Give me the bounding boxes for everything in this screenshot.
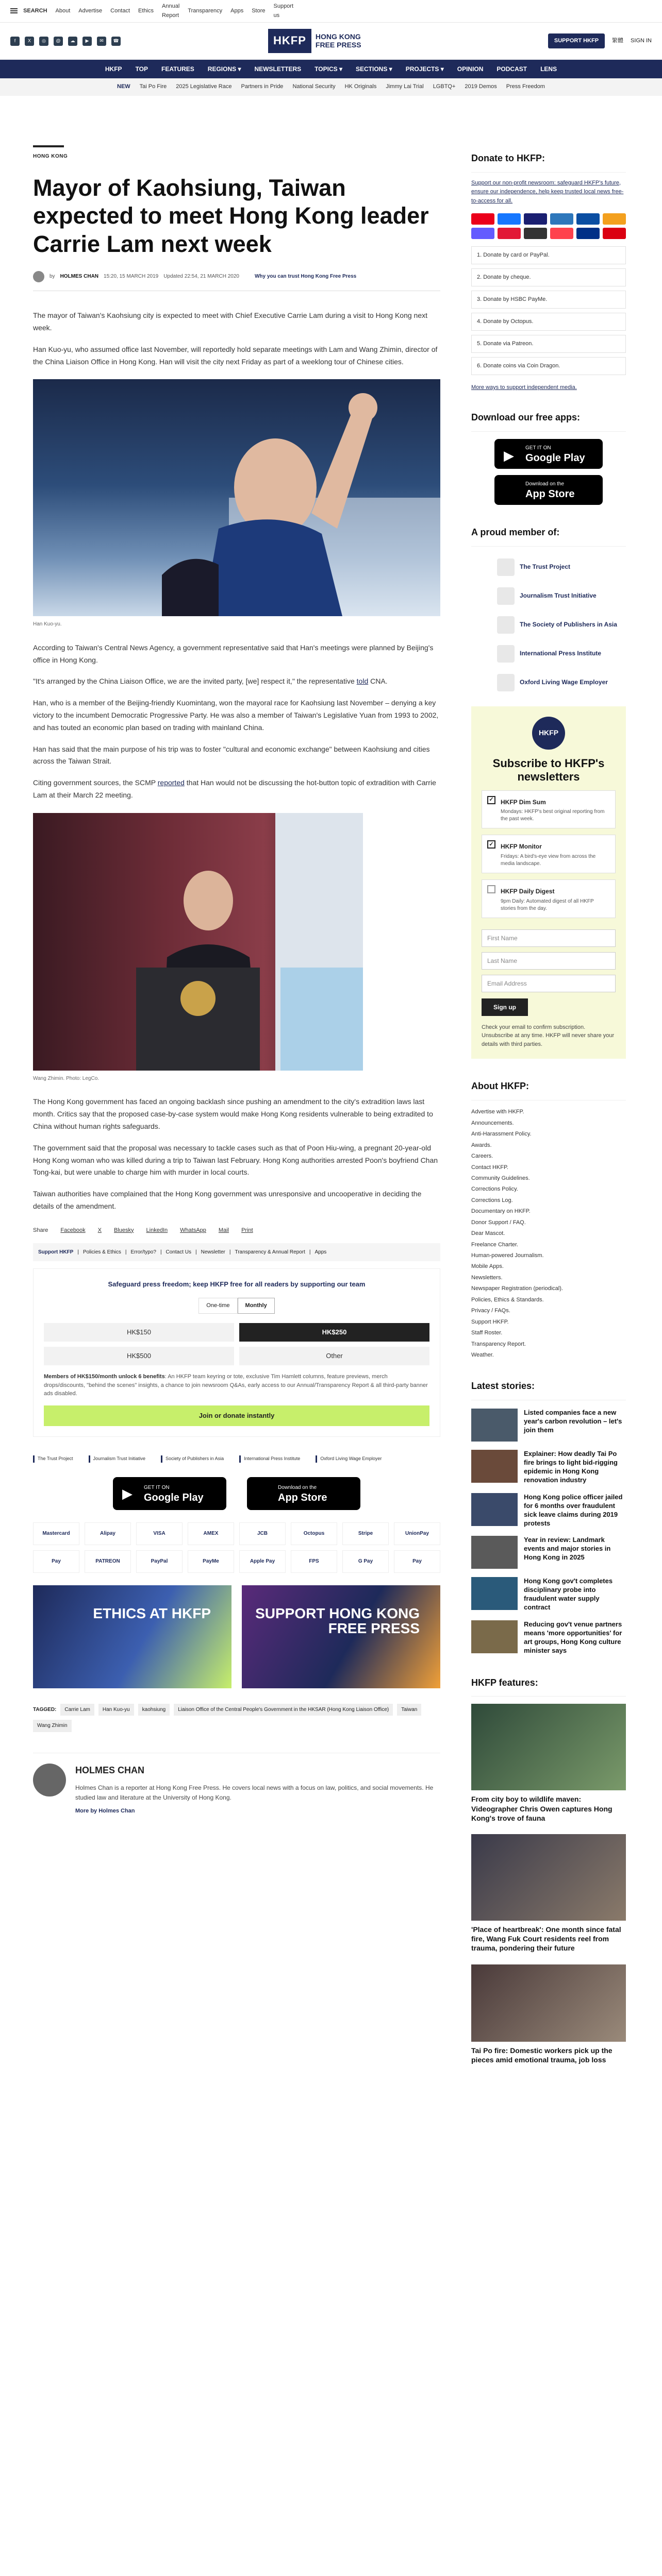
living-wage-icon bbox=[497, 674, 515, 691]
nav-item[interactable]: FEATURES bbox=[161, 65, 194, 73]
about-link[interactable]: Human-powered Journalism. bbox=[471, 1252, 544, 1259]
feature-story[interactable]: 'Place of heartbreak': One month since fatal fire, Wang Fuk Court residents reel from trauma, pondering their future bbox=[471, 1834, 626, 1953]
nav-item[interactable]: PROJECTS ▾ bbox=[405, 65, 444, 73]
payment-logo: JCB bbox=[239, 1522, 286, 1545]
about-link[interactable]: Newsletters. bbox=[471, 1274, 503, 1281]
footer-link[interactable]: Error/typo? bbox=[130, 1249, 156, 1255]
top-link[interactable]: Advertise bbox=[78, 7, 103, 14]
paragraph: According to Taiwan's Central News Agency, a government representative said that Han's meetings were planned by Beijing's office in Hong Kong. bbox=[33, 643, 434, 664]
latest-story[interactable]: Listed companies face a new year's carbon revolution – let's join them bbox=[471, 1409, 626, 1442]
author-box bbox=[33, 1753, 440, 1816]
tag[interactable]: Carrie Lam bbox=[60, 1704, 94, 1716]
payment-logo: Pay bbox=[394, 1550, 440, 1573]
new-label: NEW bbox=[117, 83, 130, 90]
newsletter-option[interactable]: ✓ HKFP Dim Sum Mondays: HKFP's best original reporting from the past week. bbox=[482, 790, 616, 829]
about-link[interactable]: Transparency Report. bbox=[471, 1341, 526, 1347]
tag[interactable]: Taiwan bbox=[397, 1704, 421, 1716]
subnav-item[interactable]: LGBTQ+ bbox=[433, 83, 456, 90]
checkbox[interactable]: ✓ bbox=[487, 796, 495, 804]
apple-icon bbox=[504, 483, 519, 500]
more-by-author[interactable]: More by Holmes Chan bbox=[75, 1808, 135, 1815]
app-store-button[interactable]: Download on the App Store bbox=[247, 1477, 360, 1510]
payment-logo: PATREON bbox=[85, 1550, 131, 1573]
features-widget: HKFP features: From city boy to wildlife maven: Videographer Chris Owen captures Hong Kong's trove of fauna 'Place of heartbreak': One month since fatal fire, Wang Fuk Court residents reel from trauma, pondering their future Tai Po fire: Domestic workers pick up the pieces amid emotional trauma, job loss bbox=[471, 1676, 626, 2064]
promo-banners bbox=[33, 1585, 440, 1688]
language-toggle[interactable]: 繁體 bbox=[612, 37, 624, 44]
tag[interactable]: Han Kuo-yu bbox=[98, 1704, 134, 1716]
latest-story[interactable]: Hong Kong police officer jailed for 6 months over fraudulent sick leave claims during 2019 protests bbox=[471, 1493, 626, 1528]
amount-option[interactable]: Other bbox=[239, 1347, 429, 1365]
donate-widget bbox=[471, 151, 626, 392]
first-name-input[interactable]: First Name bbox=[482, 929, 616, 947]
paragraph: Taiwan authorities have complained that the Hong Kong government was unresponsive and uncooperative in deciding the details of the amendment. bbox=[33, 1190, 422, 1210]
logo-text: HONG KONG FREE PRESS bbox=[315, 32, 361, 49]
app-store-buttons bbox=[33, 1477, 440, 1510]
subnav-item[interactable]: Tai Po Fire bbox=[139, 83, 167, 90]
octopus-icon bbox=[603, 213, 626, 225]
trust-project-icon bbox=[497, 558, 515, 576]
footer-link[interactable]: Support HKFP bbox=[38, 1249, 74, 1255]
top-bar bbox=[0, 0, 662, 23]
story-thumbnail bbox=[471, 1577, 518, 1610]
latest-story[interactable]: Year in review: Landmark events and major stories in Hong Kong in 2025 bbox=[471, 1536, 626, 1569]
payment-logo: Pay bbox=[33, 1550, 79, 1573]
payment-logo: Alipay bbox=[85, 1522, 131, 1545]
paragraph: Citing government sources, the SCMP reported that Han would not be discussing the hot-button topic of extradition with Carrie Lam at their March 22 meeting. bbox=[33, 778, 436, 800]
share-bluesky[interactable]: Bluesky bbox=[114, 1227, 134, 1233]
member-item[interactable]: International Press Institute bbox=[497, 639, 626, 668]
payment-logo: Stripe bbox=[342, 1522, 389, 1545]
story-thumbnail bbox=[471, 1493, 518, 1526]
feature-image bbox=[471, 1704, 626, 1790]
cna-link[interactable]: told bbox=[356, 677, 369, 686]
about-link[interactable]: Careers. bbox=[471, 1153, 493, 1160]
share-x[interactable]: X bbox=[97, 1227, 102, 1233]
frequency-toggle bbox=[44, 1298, 429, 1314]
ethics-banner[interactable]: ETHICS AT HKFP bbox=[33, 1585, 231, 1688]
nav-item[interactable]: REGIONS ▾ bbox=[207, 65, 241, 73]
about-link[interactable]: Announcements. bbox=[471, 1120, 514, 1126]
donate-option[interactable]: 4. Donate by Octopus. bbox=[471, 313, 626, 331]
about-widget: About HKFP: Advertise with HKFP. Announcements. Anti-Harassment Policy. Awards. Careers. Contact HKFP. Community Guidelines. Corrections Policy. Corrections Log. Documentary on HKFP. Donor Support / FAQ. Dear Mascot. Freelance Charter. Human-powered Journalism. Mobile Apps. Newsletters. Newspaper Registration (periodical). Policies, Ethics & Standards. Privacy / FAQs. Support HKFP. Staff Roster. Transparency Report. Weather. bbox=[471, 1079, 626, 1361]
pay-icon bbox=[524, 228, 547, 239]
header-tools bbox=[548, 33, 652, 48]
author-box-name[interactable]: HOLMES CHAN bbox=[75, 1765, 144, 1775]
payment-logos bbox=[33, 1522, 440, 1573]
about-link[interactable]: Staff Roster. bbox=[471, 1330, 503, 1336]
share-print[interactable]: Print bbox=[241, 1227, 253, 1233]
stripe-icon bbox=[471, 228, 494, 239]
brand-row bbox=[0, 23, 662, 60]
social-icons bbox=[10, 37, 227, 46]
subnav-item[interactable]: Jimmy Lai Trial bbox=[386, 83, 424, 90]
about-link[interactable]: Corrections Log. bbox=[471, 1197, 513, 1204]
publish-date: 15:20, 15 MARCH 2019 bbox=[104, 274, 159, 280]
confirm-note: Check your email to confirm subscription. Unsubscribe at any time. HKFP will never share your details with third parties. bbox=[482, 1024, 615, 1047]
top-link[interactable]: Ethics bbox=[138, 7, 154, 14]
top-link[interactable]: Store bbox=[252, 7, 266, 14]
about-link[interactable]: Anti-Harassment Policy. bbox=[471, 1131, 532, 1138]
member-item[interactable]: The Trust Project bbox=[497, 553, 626, 582]
about-link[interactable]: Policies, Ethics & Standards. bbox=[471, 1296, 544, 1303]
top-link[interactable]: Contact bbox=[110, 7, 130, 14]
google-play-icon: ▶ bbox=[504, 447, 514, 463]
about-link[interactable]: Contact HKFP. bbox=[471, 1164, 508, 1171]
newsletter-option[interactable]: ✓ HKFP Monitor Fridays: A bird's-eye view from across the media landscape. bbox=[482, 835, 616, 873]
donate-option[interactable]: 3. Donate by HSBC PayMe. bbox=[471, 291, 626, 309]
youtube-icon[interactable]: ▶ bbox=[82, 37, 92, 46]
subnav-item[interactable]: National Security bbox=[292, 83, 336, 90]
about-link[interactable]: Support HKFP. bbox=[471, 1318, 509, 1325]
nav-item[interactable]: HKFP bbox=[105, 65, 122, 73]
member-logo[interactable]: International Press Institute bbox=[239, 1455, 300, 1463]
top-links bbox=[10, 2, 294, 20]
author-name[interactable]: HOLMES CHAN bbox=[60, 274, 99, 280]
member-logo[interactable]: Oxford Living Wage Employer bbox=[316, 1455, 382, 1463]
about-links bbox=[471, 1107, 626, 1361]
x-icon[interactable]: X bbox=[25, 37, 34, 46]
mastercard-icon bbox=[471, 213, 494, 225]
nav-item[interactable]: TOP bbox=[135, 65, 148, 73]
donate-option[interactable]: 1. Donate by card or PayPal. bbox=[471, 246, 626, 264]
onetime-tab[interactable]: One-time bbox=[198, 1298, 237, 1314]
member-benefits: Members of HK$150/month unlock 6 benefits: An HKFP team keyring or tote, exclusive Tim Hamlett columns, feature previews, merch drops/discounts, "behind the scenes" insights, a chance to join newsroom Q&As, early access to our Annual/Transparency Report & all third-party banner ads disabled. bbox=[44, 1374, 428, 1397]
subnav-item[interactable]: 2025 Legislative Race bbox=[176, 83, 232, 90]
paragraph: Han has said that the main purpose of his trip was to foster "cultural and economic exchange" between Kaohsiung and cities across the Taiwan Strait. bbox=[33, 744, 430, 766]
member-logo[interactable]: Society of Publishers in Asia bbox=[161, 1455, 224, 1463]
top-link[interactable]: Support us bbox=[273, 3, 294, 19]
tag[interactable]: Liaison Office of the Central People's Government in the HKSAR (Hong Kong Liaison Office) bbox=[174, 1704, 393, 1716]
payment-logo: Apple Pay bbox=[239, 1550, 286, 1573]
main-nav bbox=[0, 60, 662, 78]
visa-icon bbox=[524, 213, 547, 225]
sidebar bbox=[471, 96, 626, 2064]
paragraph: Han, who is a member of the Beijing-friendly Kuomintang, won the mayoral race for Kaohsiung last November – denying a key victory to the incumbent Democratic Progressive Party. He was also a member of Taiwan's Legislative Yuan from 1993 to 2002, and has touted an economic plan based on trading with mainland China. bbox=[33, 699, 439, 732]
newsletter-title: Subscribe to HKFP's newsletters bbox=[492, 756, 605, 784]
article-footer-links: Support HKFP | Policies & Ethics | Error/typo? | Contact Us | Newsletter | Transparency & Annual Report | Apps bbox=[33, 1243, 440, 1262]
paragraph: The mayor of Taiwan's Kaohsiung city is expected to meet with Chief Executive Carrie Lam during a visit to Hong Kong next week. bbox=[33, 311, 428, 332]
amount-option[interactable]: HK$150 bbox=[44, 1323, 234, 1342]
top-link[interactable]: About bbox=[55, 7, 71, 14]
apple-icon bbox=[256, 1485, 272, 1502]
payment-logo: G Pay bbox=[342, 1550, 389, 1573]
about-link[interactable]: Awards. bbox=[471, 1142, 492, 1148]
member-item[interactable]: Journalism Trust Initiative bbox=[497, 582, 626, 611]
article-photo-han[interactable] bbox=[33, 379, 440, 616]
tag[interactable]: Wang Zhimin bbox=[33, 1720, 72, 1732]
latest-story[interactable]: Hong Kong gov't completes disciplinary probe into fraudulent water supply contract bbox=[471, 1577, 626, 1612]
member-logo[interactable]: The Trust Project bbox=[33, 1455, 73, 1463]
feature-image bbox=[471, 1834, 626, 1921]
donation-box bbox=[33, 1268, 440, 1437]
feature-story[interactable]: Tai Po fire: Domestic workers pick up the pieces amid emotional trauma, job loss bbox=[471, 1964, 626, 2064]
email-input[interactable]: Email Address bbox=[482, 975, 616, 992]
logo-box: HKFP bbox=[268, 29, 311, 53]
unionpay-icon bbox=[498, 228, 521, 239]
photo-caption: Wang Zhimin. Photo: LegCo. bbox=[33, 1075, 100, 1081]
trust-link[interactable]: Why you can trust Hong Kong Free Press bbox=[254, 274, 357, 280]
author-bio: Holmes Chan is a reporter at Hong Kong Free Press. He covers local news with a focus on law, politics, and social movements. He studied law and literature at the University of Hong Kong. bbox=[75, 1784, 434, 1801]
paragraph: Han Kuo-yu, who assumed office last November, will reportedly hold separate meetings with Lam and Wang Zhimin, director of the China Liaison Office in Hong Kong. Han will visit the city next Friday as part of a weeklong tour of Chinese cities. bbox=[33, 345, 438, 366]
about-link[interactable]: Donor Support / FAQ. bbox=[471, 1219, 526, 1226]
share-label: Share bbox=[33, 1227, 48, 1233]
email-icon[interactable]: ✉ bbox=[97, 37, 106, 46]
sidebar-app-store-button[interactable]: Download on the App Store bbox=[494, 475, 603, 505]
signin-link[interactable]: SIGN IN bbox=[631, 37, 652, 44]
photo-illustration bbox=[33, 813, 363, 1071]
share-facebook[interactable]: Facebook bbox=[60, 1227, 86, 1233]
story-thumbnail bbox=[471, 1620, 518, 1653]
feature-story[interactable]: From city boy to wildlife maven: Videographer Chris Owen captures Hong Kong's trove of fauna bbox=[471, 1704, 626, 1823]
apps-widget: Download our free apps: ▶ GET IT ON Google Play Download on the App Store bbox=[471, 411, 626, 505]
nav-item[interactable]: LENS bbox=[540, 65, 557, 73]
amount-options bbox=[44, 1323, 429, 1365]
member-widget: A proud member of: The Trust Project Journalism Trust Initiative The Society of Publishers in Asia International Press Institute Oxford Living Wage Employer bbox=[471, 526, 626, 697]
google-play-button[interactable]: ▶ GET IT ON Google Play bbox=[113, 1477, 226, 1510]
subnav-item[interactable]: Partners in Pride bbox=[241, 83, 284, 90]
newsletter-widget bbox=[471, 706, 626, 1059]
tag[interactable]: kaohsiung bbox=[138, 1704, 170, 1716]
share-bar bbox=[33, 1226, 440, 1235]
about-link[interactable]: Corrections Policy. bbox=[471, 1186, 518, 1193]
member-item[interactable]: Oxford Living Wage Employer bbox=[497, 668, 626, 697]
top-link[interactable]: Annual Report bbox=[162, 3, 180, 19]
about-link[interactable]: Privacy / FAQs. bbox=[471, 1308, 510, 1314]
checkbox[interactable]: ✓ bbox=[487, 840, 495, 849]
donate-text[interactable]: Support our non-profit newsroom: safeguard HKFP's future, ensure our independence, help keep trusted local news free-to-access for all. bbox=[471, 179, 624, 205]
paragraph: The government said that the proposal was necessary to tackle cases such as that of Poon Hiu-wing, a pregnant 20-year-old Hong Kong woman who was killed during a trip to Taiwan last February. Hong Kong authorities arrested Poon's boyfriend Chan Tong-kai, but were unable to charge him with murder in local courts. bbox=[33, 1143, 438, 1177]
article-photo-wang[interactable] bbox=[33, 813, 363, 1071]
monthly-tab[interactable]: Monthly bbox=[238, 1298, 275, 1314]
member-logo[interactable]: Journalism Trust Initiative bbox=[89, 1455, 146, 1463]
about-link[interactable]: Documentary on HKFP. bbox=[471, 1208, 531, 1215]
member-item[interactable]: The Society of Publishers in Asia bbox=[497, 611, 626, 639]
latest-story[interactable]: Explainer: How deadly Tai Po fire brings to light bid-rigging epidemic in Hong Kong renovation industry bbox=[471, 1450, 626, 1485]
subnav-item[interactable]: 2019 Demos bbox=[465, 83, 497, 90]
payme-icon bbox=[603, 228, 626, 239]
alipay-icon bbox=[498, 213, 521, 225]
payment-logo: FPS bbox=[291, 1550, 337, 1573]
footer-link[interactable]: Newsletter bbox=[201, 1249, 225, 1255]
patreon-icon bbox=[550, 228, 573, 239]
search-button[interactable]: SEARCH bbox=[10, 7, 47, 15]
share-mail[interactable]: Mail bbox=[218, 1227, 229, 1233]
story-thumbnail bbox=[471, 1409, 518, 1442]
sidebar-google-play-button[interactable]: ▶ GET IT ON Google Play bbox=[494, 439, 603, 469]
nav-item[interactable]: PODCAST bbox=[496, 65, 527, 73]
donate-options bbox=[471, 246, 626, 375]
payment-logo: PayMe bbox=[188, 1550, 234, 1573]
facebook-icon[interactable]: f bbox=[10, 37, 20, 46]
author-avatar bbox=[33, 271, 44, 282]
signup-button[interactable]: Sign up bbox=[482, 998, 528, 1016]
nav-item[interactable]: OPINION bbox=[457, 65, 484, 73]
about-link[interactable]: Community Guidelines. bbox=[471, 1175, 530, 1181]
photo-illustration bbox=[33, 379, 440, 616]
support-button[interactable]: SUPPORT HKFP bbox=[548, 33, 605, 48]
payment-logo: Mastercard bbox=[33, 1522, 79, 1545]
about-link[interactable]: Dear Mascot. bbox=[471, 1230, 505, 1237]
footer-link[interactable]: Policies & Ethics bbox=[82, 1249, 121, 1255]
amex-icon bbox=[550, 213, 573, 225]
google-play-icon: ▶ bbox=[122, 1485, 133, 1501]
top-link[interactable]: Transparency bbox=[188, 7, 223, 14]
tags: TAGGED: Carrie Lam Han Kuo-yu kaohsiung Liaison Office of the Central People's Government in the HKSAR (Hong Kong Liaison Office) Taiwan Wang Zhimin bbox=[33, 1704, 440, 1732]
sidebar-payment-icons bbox=[471, 213, 626, 239]
payment-logo: AMEX bbox=[188, 1522, 234, 1545]
footer-link[interactable]: Transparency & Annual Report bbox=[235, 1249, 305, 1255]
donate-option[interactable]: 5. Donate via Patreon. bbox=[471, 335, 626, 353]
about-link[interactable]: Weather. bbox=[471, 1351, 494, 1358]
payment-logo: Octopus bbox=[291, 1522, 337, 1545]
article-column bbox=[33, 96, 440, 1816]
amount-option[interactable]: HK$500 bbox=[44, 1347, 234, 1365]
payment-logo: UnionPay bbox=[394, 1522, 440, 1545]
scmp-link[interactable]: reported bbox=[157, 778, 185, 787]
donate-option[interactable]: 2. Donate by cheque. bbox=[471, 268, 626, 286]
threads-icon[interactable]: @ bbox=[54, 37, 63, 46]
sopa-icon bbox=[497, 616, 515, 634]
menu-icon bbox=[10, 8, 18, 13]
paypal-icon bbox=[576, 228, 600, 239]
author-photo bbox=[33, 1764, 66, 1797]
footer-link[interactable]: Contact Us bbox=[166, 1249, 192, 1255]
newsletter-option[interactable]: HKFP Daily Digest 9pm Daily: Automated digest of all HKFP stories from the day. bbox=[482, 879, 616, 918]
subnav-item[interactable]: HK Originals bbox=[344, 83, 377, 90]
last-name-input[interactable]: Last Name bbox=[482, 952, 616, 970]
phone-icon[interactable]: ☎ bbox=[111, 37, 121, 46]
checkbox[interactable] bbox=[487, 885, 495, 893]
nav-item[interactable]: NEWSLETTERS bbox=[254, 65, 302, 73]
story-thumbnail bbox=[471, 1450, 518, 1483]
join-button[interactable]: Join or donate instantly bbox=[44, 1405, 429, 1426]
photo-caption: Han Kuo-yu. bbox=[33, 621, 62, 628]
bluesky-icon[interactable]: ☁ bbox=[68, 37, 77, 46]
title-rule bbox=[33, 145, 64, 147]
jti-icon bbox=[497, 587, 515, 605]
nav-item[interactable]: SECTIONS ▾ bbox=[355, 65, 392, 73]
share-whatsapp[interactable]: WhatsApp bbox=[180, 1227, 206, 1233]
member-list bbox=[471, 553, 626, 697]
payment-logo: PayPal bbox=[136, 1550, 183, 1573]
latest-widget: Latest stories: Listed companies face a new year's carbon revolution – let's join them Explainer: How deadly Tai Po fire brings to light bid-rigging epidemic in Hong Kong renovation industry Hong Kong police officer jailed for 6 months over fraudulent sick leave claims during 2019 protests Year in review: Landmark events and major stories in Hong Kong in 2025 Hong Kong gov't completes disciplinary probe into fraudulent water supply contract Reducing gov't venue partners means 'more opportunities' for art groups, Hong Kong culture minister says bbox=[471, 1379, 626, 1655]
donation-headline: Safeguard press freedom; keep HKFP free for all readers by supporting our team bbox=[108, 1280, 366, 1289]
amount-option-selected[interactable]: HK$250 bbox=[239, 1323, 429, 1342]
sidebar-title: Donate to HKFP: bbox=[471, 153, 545, 163]
footer-link[interactable]: Apps bbox=[315, 1249, 327, 1255]
newsletter-logo: HKFP bbox=[532, 717, 565, 750]
ipi-icon bbox=[497, 645, 515, 663]
about-link[interactable]: Newspaper Registration (periodical). bbox=[471, 1285, 563, 1292]
member-logos-row bbox=[33, 1455, 440, 1463]
story-thumbnail bbox=[471, 1536, 518, 1569]
top-link[interactable]: Apps bbox=[230, 7, 244, 14]
paragraph: "It's arranged by the China Liaison Office, we are the invited party, [we] respect it," the representative told CNA. bbox=[33, 677, 388, 686]
about-link[interactable]: Mobile Apps. bbox=[471, 1263, 504, 1270]
sub-nav bbox=[0, 78, 662, 96]
more-ways-link[interactable]: More ways to support independent media. bbox=[471, 384, 577, 391]
subnav-item[interactable]: Press Freedom bbox=[506, 83, 545, 90]
nav-item[interactable]: TOPICS ▾ bbox=[315, 65, 342, 73]
about-link[interactable]: Freelance Charter. bbox=[471, 1241, 519, 1248]
instagram-icon[interactable]: ◎ bbox=[39, 37, 48, 46]
paragraph: The Hong Kong government has faced an ongoing backlash since pushing an amendment to the city's extradition laws last month. Critics say that the proposed case-by-case system would make Hong Kong residents vulnerable to being extradited to China without human rights safeguards. bbox=[33, 1097, 433, 1130]
byline: by HOLMES CHAN 15:20, 15 MARCH 2019 Updated 22:54, 21 MARCH 2020 Why you can trust Hong Kong Free Press bbox=[33, 271, 440, 282]
feature-image bbox=[471, 1964, 626, 2042]
latest-story[interactable]: Reducing gov't venue partners means 'more opportunities' for art groups, Hong Kong culture minister says bbox=[471, 1620, 626, 1655]
donate-option[interactable]: 6. Donate coins via Coin Dragon. bbox=[471, 357, 626, 375]
updated-date: Updated 22:54, 21 MARCH 2020 bbox=[163, 274, 239, 280]
about-link[interactable]: Advertise with HKFP. bbox=[471, 1109, 524, 1115]
support-banner[interactable]: SUPPORT HONG KONG FREE PRESS bbox=[242, 1585, 440, 1688]
jcb-icon bbox=[576, 213, 600, 225]
category-label[interactable]: HONG KONG bbox=[33, 154, 68, 159]
article-title: Mayor of Kaohsiung, Taiwan expected to meet Hong Kong leader Carrie Lam next week bbox=[33, 174, 429, 258]
payment-logo: VISA bbox=[136, 1522, 183, 1545]
share-linkedin[interactable]: LinkedIn bbox=[146, 1227, 168, 1233]
site-logo[interactable] bbox=[268, 29, 361, 53]
